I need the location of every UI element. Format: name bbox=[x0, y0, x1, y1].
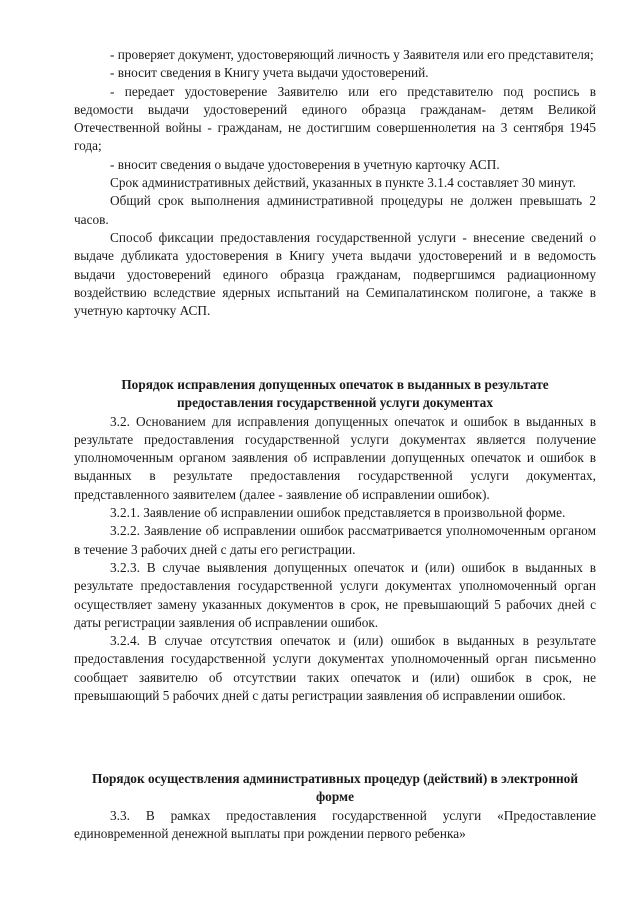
paragraph-check-id: - проверяет документ, удостоверяющий личность у Заявителя или его представителя; bbox=[110, 47, 594, 62]
section-typo-correction bbox=[74, 376, 596, 705]
paragraph-action-term: Срок административных действий, указанных в пункте 3.1.4 составляет 30 минут. bbox=[110, 175, 576, 191]
section-heading-electronic-form: Порядок осуществления административных процедур (действий) в электронной форме bbox=[92, 771, 578, 805]
paragraph-record-card: - вносит сведения о выдаче удостоверения в учетную карточку АСП. bbox=[110, 156, 500, 172]
paragraph-fixation-method: Способ фиксации предоставления государственной услуги - внесение сведений о выдаче дубликата удостоверения в Книгу учета выдачи удостоверений и в ведомость выдачи удостоверений единого образца гражданам, подвергшимся радиационному воздействию вследствие ядерных испытаний на Семипалатинском полигоне, а также в учетную карточку АСП. bbox=[74, 229, 596, 319]
paragraph-3-2-4: 3.2.4. В случае отсутствия опечаток и (или) ошибок в выданных в результате предоставления государственной услуги документах уполномоченный орган письменно сообщает заявителю об отсутствии таких опечаток и (или) ошибок в срок, не превышающий 5 рабочих дней с даты регистрации заявления об исправлении ошибок. bbox=[74, 633, 596, 704]
paragraph-total-term: Общий срок выполнения административной процедуры не должен превышать 2 часов. bbox=[74, 193, 596, 227]
paragraph-3-2-1: 3.2.1. Заявление об исправлении ошибок представляется в произвольной форме. bbox=[110, 505, 566, 521]
text-block-procedure-steps bbox=[74, 46, 596, 320]
paragraph-3-2: 3.2. Основанием для исправления допущенных опечаток и ошибок в выданных в результате предоставления государственной услуги документах является получение уполномоченным органом заявления об исправлении допущенных опечаток и ошибок в выданных в результате предоставления государственной услуги документах, представленного заявителем (далее - заявление об исправлении ошибок). bbox=[74, 413, 596, 502]
section-electronic-form bbox=[74, 770, 596, 843]
paragraph-3-2-2: 3.2.2. Заявление об исправлении ошибок рассматривается уполномоченным органом в течение 3 рабочих дней с даты его регистрации. bbox=[74, 523, 596, 557]
section-heading-typo-correction: Порядок исправления допущенных опечаток в выданных в результате предоставления государственной услуги документах bbox=[121, 377, 549, 411]
paragraph-3-2-3: 3.2.3. В случае выявления допущенных опечаток и (или) ошибок в выданных в результате предоставления государственной услуги документах уполномоченный орган осуществляет замену указанных документов в срок, не превышающий 5 рабочих дней с даты регистрации заявления об исправлении ошибок. bbox=[74, 559, 596, 630]
paragraph-register-book: - вносит сведения в Книгу учета выдачи удостоверений. bbox=[110, 65, 429, 81]
paragraph-hand-over-certificate: - передает удостоверение Заявителю или его представителю под роспись в ведомости выдачи удостоверений единого образца гражданам- детям Великой Отечественной войны - гражданам, не достигшим совершеннолетия на 3 сентября 1945 года; bbox=[74, 83, 596, 154]
paragraph-3-3: 3.3. В рамках предоставления государственной услуги «Предоставление единовременной денежной выплаты при рождении первого ребенка» bbox=[74, 807, 596, 841]
